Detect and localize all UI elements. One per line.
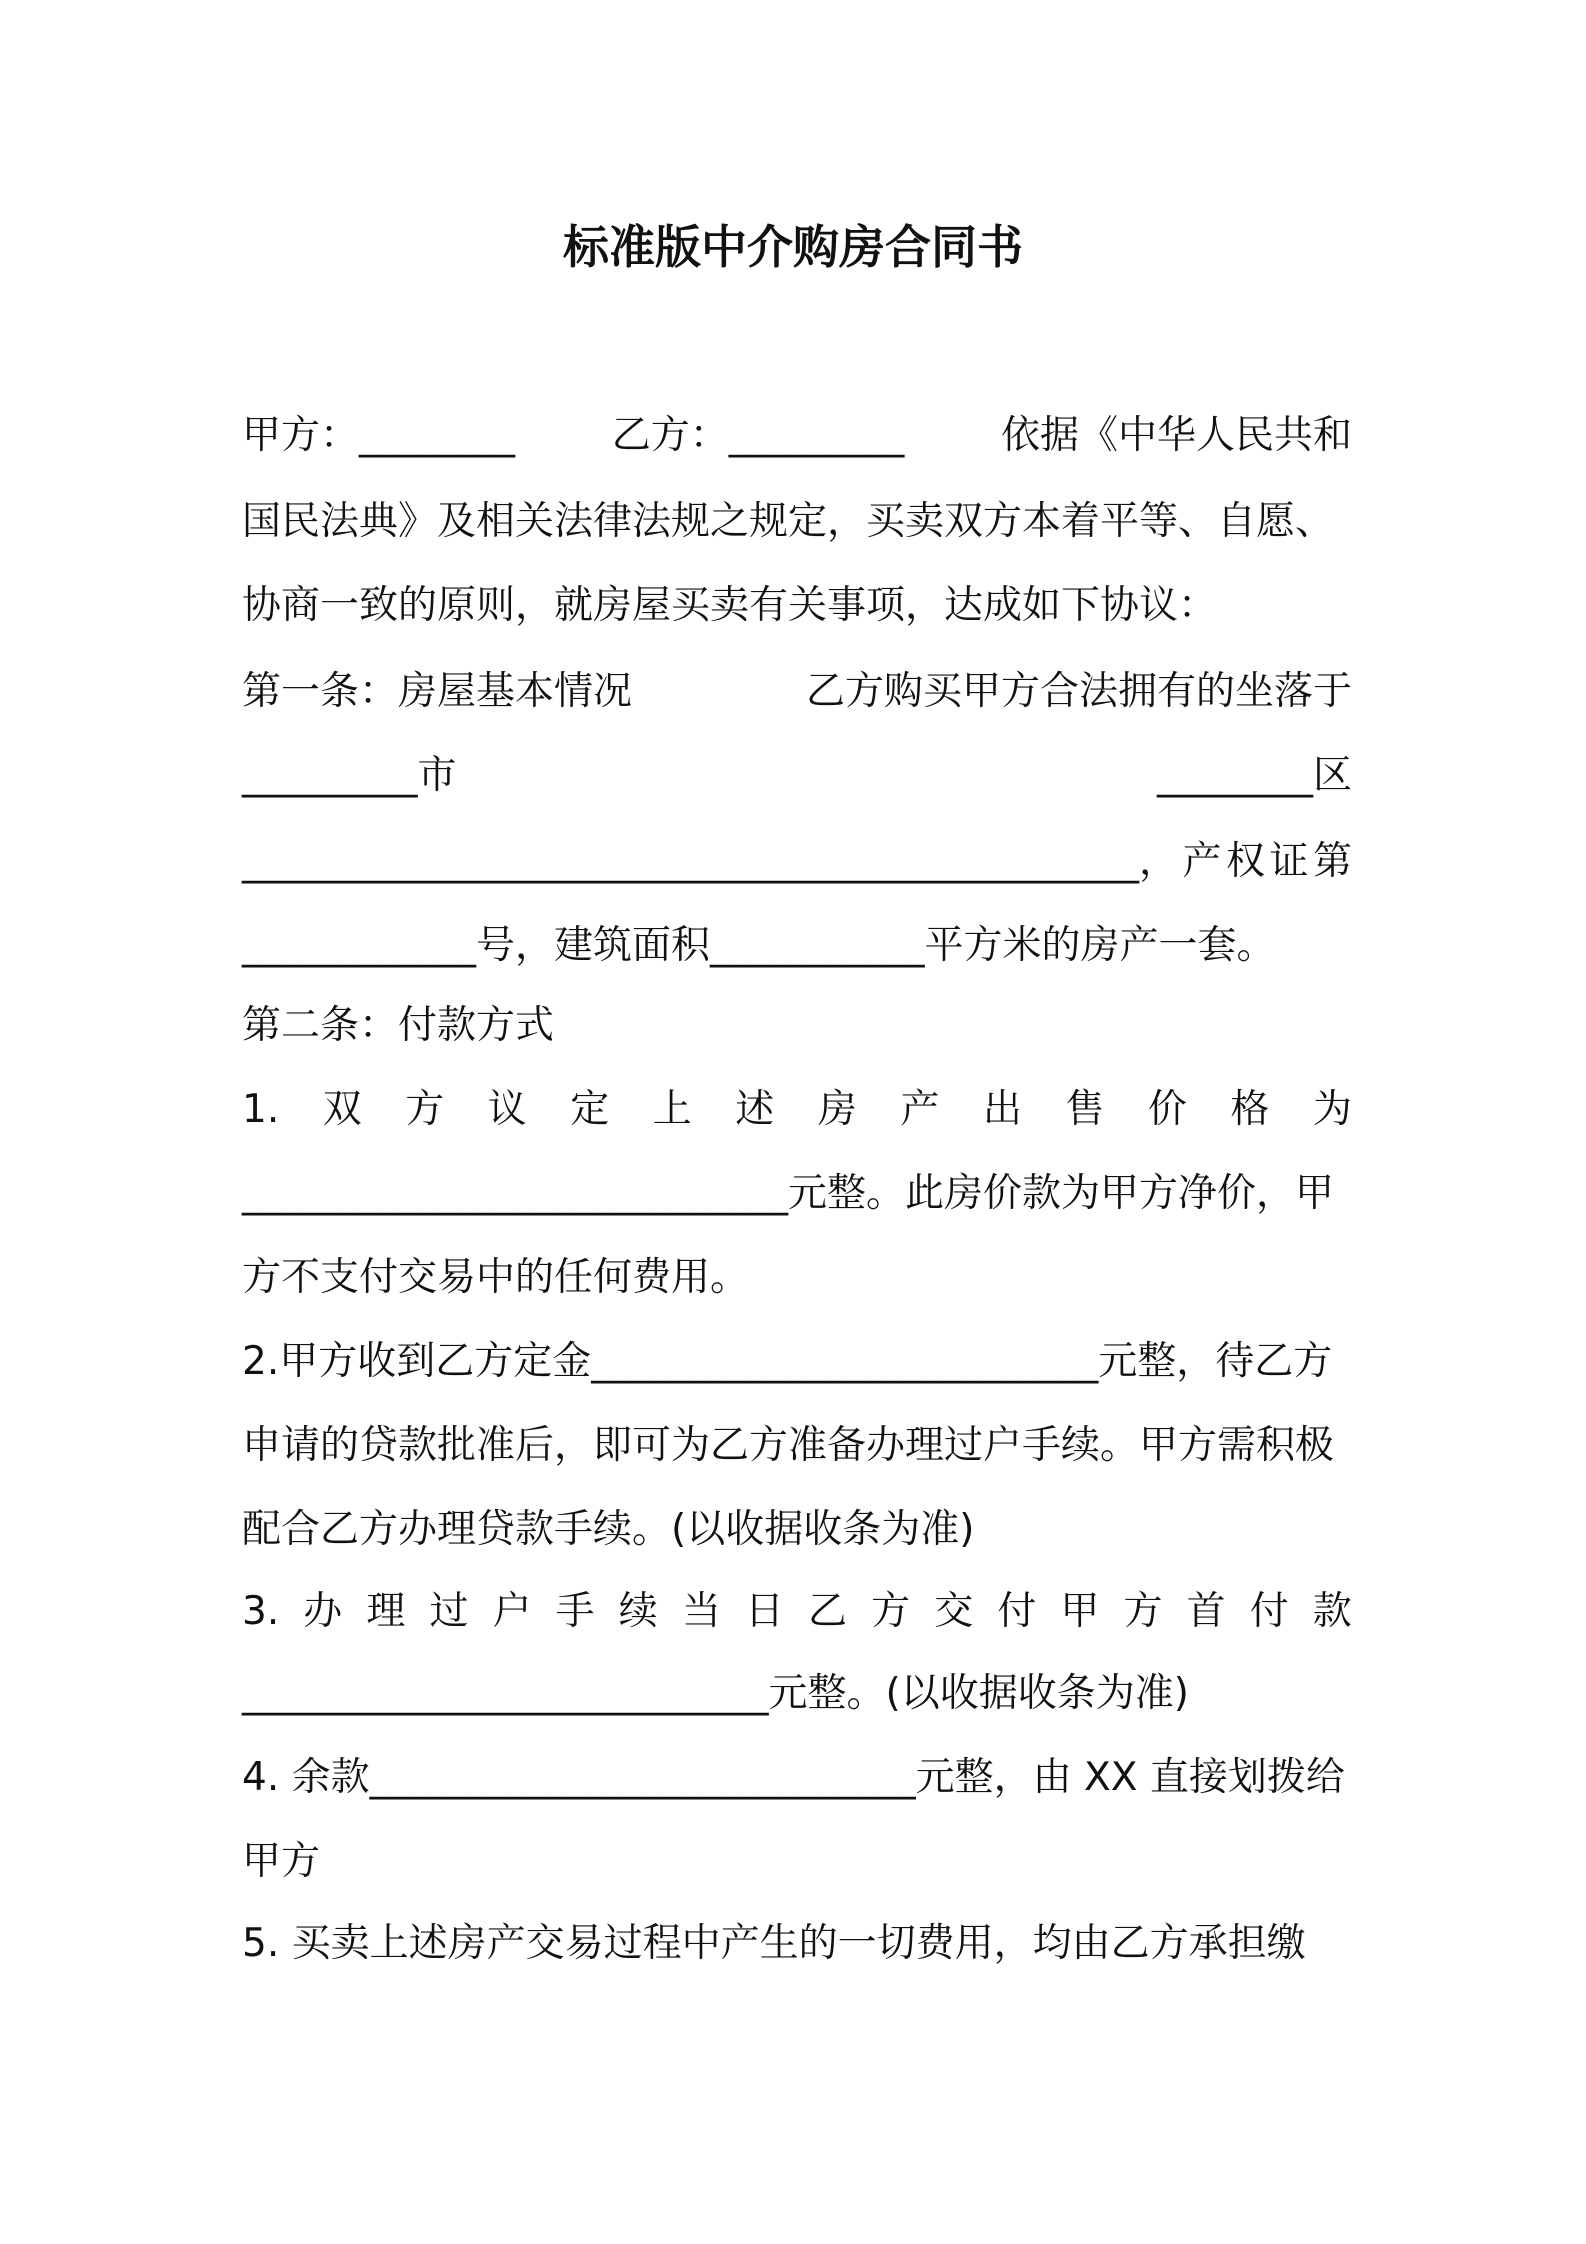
- char: 方: [405, 1087, 445, 1132]
- char: 权: [1225, 839, 1265, 884]
- char: 办: [303, 1589, 343, 1634]
- address-line: [242, 834, 1352, 890]
- char: 户: [492, 1589, 532, 1634]
- char: 上: [652, 1087, 692, 1132]
- item-1-line: [242, 1082, 1352, 1138]
- char: 述: [735, 1087, 775, 1132]
- char: 当: [681, 1589, 721, 1634]
- char: 售: [1065, 1087, 1105, 1132]
- char: 理: [366, 1589, 406, 1634]
- text-line: 5. 买卖上述房产交易过程中产生的一切费用，均由乙方承担缴: [242, 1921, 1306, 1966]
- text-line: 方不支付交易中的任何费用。: [242, 1255, 750, 1300]
- party-b: 乙方：_________: [611, 413, 905, 458]
- char: 3.: [242, 1589, 280, 1634]
- char: 交: [934, 1589, 974, 1634]
- char: 证: [1269, 839, 1309, 884]
- char: 付: [997, 1589, 1037, 1634]
- text-line: 甲方: [242, 1839, 321, 1884]
- char: 手: [555, 1589, 595, 1634]
- char: 定: [570, 1087, 610, 1132]
- char: 付: [1249, 1589, 1289, 1634]
- char: 双: [322, 1087, 362, 1132]
- city-blank: _________市: [242, 753, 457, 798]
- text-line: 申请的贷款批准后，即可为乙方准备办理过户手续。甲方需积极: [242, 1423, 1335, 1468]
- char: 房: [817, 1087, 857, 1132]
- char: 方: [871, 1589, 911, 1634]
- party-line: [242, 408, 1352, 464]
- char: 日: [744, 1589, 784, 1634]
- location-line: [242, 748, 1352, 804]
- char: 为: [1312, 1087, 1352, 1132]
- text-line: ___________________________元整。(以收据收条为准): [242, 1671, 1189, 1716]
- char: 方: [1123, 1589, 1163, 1634]
- document-title: 标准版中介购房合同书: [563, 220, 1023, 274]
- char: 甲: [1060, 1589, 1100, 1634]
- district-blank: ________区: [1156, 753, 1352, 798]
- char: 产: [1182, 839, 1222, 884]
- char: 1.: [242, 1087, 280, 1132]
- article-2-heading: 第二条：付款方式: [242, 1003, 555, 1048]
- article-1-text: 乙方购买甲方合法拥有的坐落于: [805, 669, 1352, 714]
- text-line: 4. 余款____________________________元整，由 XX 直接划拨给: [242, 1755, 1345, 1800]
- basis-start: 依据《中华人民共和: [1000, 413, 1352, 458]
- text-line: ____________________________元整。此房价款为甲方净价，甲: [242, 1171, 1335, 1216]
- article-1-line: [242, 664, 1352, 720]
- text-line: 2.甲方收到乙方定金__________________________元整，待乙方: [242, 1339, 1333, 1384]
- address-blank: ______________________________________________，: [242, 839, 1178, 884]
- char: 议: [487, 1087, 527, 1132]
- item-3-line: [242, 1584, 1352, 1640]
- char: 格: [1230, 1087, 1270, 1132]
- party-a: 甲方：________: [242, 413, 516, 458]
- char: 产: [900, 1087, 940, 1132]
- char: 续: [618, 1589, 658, 1634]
- text-line: 国民法典》及相关法律法规之规定，买卖双方本着平等、自愿、: [242, 499, 1335, 544]
- char: 过: [429, 1589, 469, 1634]
- text-line: 协商一致的原则，就房屋买卖有关事项，达成如下协议：: [242, 583, 1218, 628]
- char: 乙: [808, 1589, 848, 1634]
- article-1-heading: 第一条：房屋基本情况: [242, 669, 633, 714]
- text-line: 配合乙方办理贷款手续。(以收据收条为准): [242, 1507, 975, 1552]
- char: 款: [1312, 1589, 1352, 1634]
- char: 出: [982, 1087, 1022, 1132]
- text-line: ____________号，建筑面积___________平方米的房产一套。: [242, 923, 1276, 968]
- char: 首: [1186, 1589, 1226, 1634]
- char: 第: [1312, 839, 1352, 884]
- char: 价: [1147, 1087, 1187, 1132]
